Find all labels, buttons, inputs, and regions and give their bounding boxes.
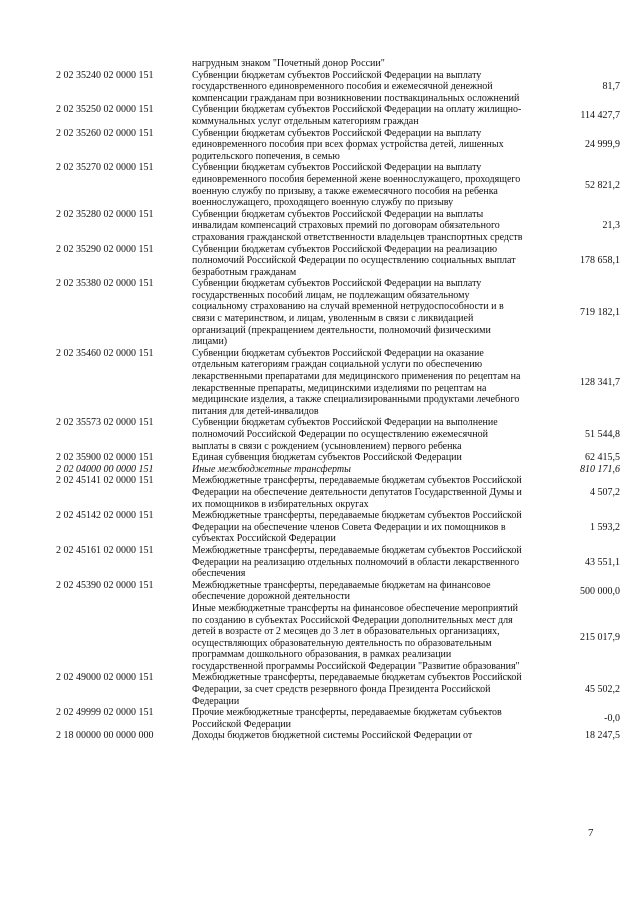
budget-code: 2 02 04000 00 0000 151 — [56, 463, 154, 475]
table-row — [56, 417, 620, 452]
row-description: Субвенции бюджетам субъектов Российской Федерации на выплату государственного единовременного пособия и ежемесячной денежной компенсации гражданам при возникновении поствакцинальных осложнений — [192, 69, 520, 104]
table-row — [56, 707, 620, 730]
budget-code: 2 02 45142 02 0000 151 — [56, 510, 154, 522]
table-row — [56, 278, 620, 348]
budget-code — [56, 603, 192, 673]
row-description: Субвенции бюджетам субъектов Российской Федерации на оплату жилищно-коммунальных услуг отдельным категориям граждан — [192, 104, 522, 127]
row-description: Субвенции бюджетам субъектов Российской Федерации на оказание отдельным категориям граждан социальной услуги по обеспечению лекарственными препаратами для медицинского применения по рецептам на лекарственные препараты, медицинскими изделиями по рецептам на медицинские изделия, а также специализированными продуктами лечебного питания для детей-инвалидов — [192, 347, 521, 417]
table-row — [56, 104, 620, 127]
row-amount: 51 544,8 — [585, 429, 620, 440]
row-description: Иные межбюджетные трансферты на финансовое обеспечение мероприятий по созданию в субъектах Российской Федерации дополнительных мест для детей в возрасте от 2 месяцев до 3 лет в образовательных организациях, осуществляющих образовательную деятельность по образовательным программам дошкольного образования, в рамках реализации государственной программы Российской Федерации "Развитие образования" — [192, 602, 520, 672]
row-amount: 81,7 — [602, 81, 620, 93]
row-amount: 810 171,6 — [580, 463, 620, 475]
budget-code: 2 02 45161 02 0000 151 — [56, 544, 154, 556]
row-amount: 43 551,1 — [585, 556, 620, 568]
budget-code: 2 02 35240 02 0000 151 — [56, 69, 154, 81]
row-amount: 1 593,2 — [590, 521, 620, 533]
budget-code: 2 02 35380 02 0000 151 — [56, 278, 154, 290]
row-amount: 18 247,5 — [585, 730, 620, 742]
page-number: 7 — [588, 827, 594, 839]
row-description: Межбюджетные трансферты, передаваемые бюджетам субъектов Российской Федерации на обеспечение деятельности депутатов Государственной Думы и их помощников в избирательных округах — [192, 475, 522, 510]
row-description: Субвенции бюджетам субъектов Российской Федерации на реализацию полномочий Российской Федерации по осуществлению социальных выплат безработным гражданам — [192, 243, 516, 278]
table-row — [56, 464, 620, 476]
row-amount — [524, 58, 620, 70]
budget-code: 2 02 45141 02 0000 151 — [56, 475, 154, 487]
row-amount: 21,3 — [602, 220, 620, 232]
row-description: Субвенции бюджетам субъектов Российской Федерации на выполнение полномочий Российской Федерации по осуществлению ежемесячной выплаты в связи с рождением (усыновлением) первого ребенка — [192, 417, 498, 452]
row-description: Межбюджетные трансферты, передаваемые бюджетам субъектов Российской Федерации на обеспечение членов Совета Федерации и их помощников в субъектах Российской Федерации — [192, 510, 522, 545]
row-amount: 178 658,1 — [580, 255, 620, 267]
budget-code: 2 02 49000 02 0000 151 — [56, 672, 154, 684]
table-row — [56, 603, 620, 673]
table-row — [56, 672, 620, 707]
row-description: Субвенции бюджетам субъектов Российской Федерации на выплату единовременного пособия беременной жене военнослужащего, проходящего военную службу по призыву, а также ежемесячного пособия на ребенка военнослужащего, проходящего военную службу по призыву — [192, 162, 521, 209]
row-amount: 719 182,1 — [580, 307, 620, 319]
budget-code: 2 02 35900 02 0000 151 — [56, 452, 154, 464]
budget-code: 2 02 35290 02 0000 151 — [56, 243, 154, 255]
row-amount: 128 341,7 — [580, 376, 620, 388]
budget-code: 2 02 49999 02 0000 151 — [56, 707, 154, 719]
row-description: нагрудным знаком "Почетный донор России" — [192, 58, 385, 69]
row-description: Субвенции бюджетам субъектов Российской Федерации на выплату единовременного пособия при всех формах устройства детей, лишенных родительского попечения, в семью — [192, 127, 504, 162]
budget-code: 2 02 35280 02 0000 151 — [56, 208, 154, 220]
table-row — [56, 475, 620, 510]
row-amount: 4 507,2 — [590, 486, 620, 498]
table-row — [56, 452, 620, 464]
table-row — [56, 730, 620, 742]
row-amount: 45 502,2 — [585, 684, 620, 696]
row-description: Иные межбюджетные трансферты — [192, 463, 351, 475]
budget-code: 2 02 35460 02 0000 151 — [56, 347, 154, 359]
table-row — [56, 580, 620, 603]
row-description: Субвенции бюджетам субъектов Российской Федерации на выплаты инвалидам компенсаций страховых премий по договорам обязательного страхования гражданской ответственности владельцев транспортных средств — [192, 208, 523, 243]
revenue-table — [56, 58, 620, 742]
row-amount: 114 427,7 — [580, 110, 620, 122]
row-amount: 62 415,5 — [585, 452, 620, 464]
budget-code: 2 02 35573 02 0000 151 — [56, 417, 154, 429]
row-amount: 500 000,0 — [580, 585, 620, 597]
row-amount: 52 821,2 — [585, 179, 620, 191]
row-amount: -0,0 — [604, 713, 620, 725]
row-amount: 215 017,9 — [580, 631, 620, 643]
table-row — [56, 545, 620, 580]
budget-code — [56, 58, 192, 70]
budget-code: 2 02 35270 02 0000 151 — [56, 162, 154, 174]
row-description: Межбюджетные трансферты, передаваемые бюджетам субъектов Российской Федерации на реализацию отдельных полномочий в области лекарственного обеспечения — [192, 544, 522, 580]
row-amount: 24 999,9 — [585, 139, 620, 151]
budget-code: 2 02 35260 02 0000 151 — [56, 127, 154, 139]
budget-code: 2 02 45390 02 0000 151 — [56, 579, 154, 591]
table-row — [56, 510, 620, 545]
row-description: Прочие межбюджетные трансферты, передаваемые бюджетам субъектов Российской Федерации — [192, 707, 502, 730]
row-description: Единая субвенция бюджетам субъектов Российской Федерации — [192, 452, 462, 464]
budget-code: 2 18 00000 00 0000 000 — [56, 730, 154, 742]
table-row — [56, 244, 620, 279]
budget-code: 2 02 35250 02 0000 151 — [56, 104, 154, 116]
row-description: Доходы бюджетов бюджетной системы Российской Федерации от — [192, 730, 473, 742]
table-row — [56, 162, 620, 208]
row-description: Межбюджетные трансферты, передаваемые бюджетам на финансовое обеспечение дорожной деятельности — [192, 579, 491, 603]
table-row — [56, 348, 620, 418]
table-row — [56, 70, 620, 105]
table-row — [56, 58, 620, 70]
row-description: Субвенции бюджетам субъектов Российской Федерации на выплату государственных пособий лицам, не подлежащим обязательному социальному страхованию на случай временной нетрудоспособности и в связи с материнством, и лицам, уволенным в связи с ликвидацией организаций (прекращением деятельности, полномочий физическими лицами) — [192, 278, 504, 348]
table-row — [56, 209, 620, 244]
table-row — [56, 128, 620, 163]
row-description: Межбюджетные трансферты, передаваемые бюджетам субъектов Российской Федерации, за счет средств резервного фонда Президента Российской Федерации — [192, 672, 522, 707]
